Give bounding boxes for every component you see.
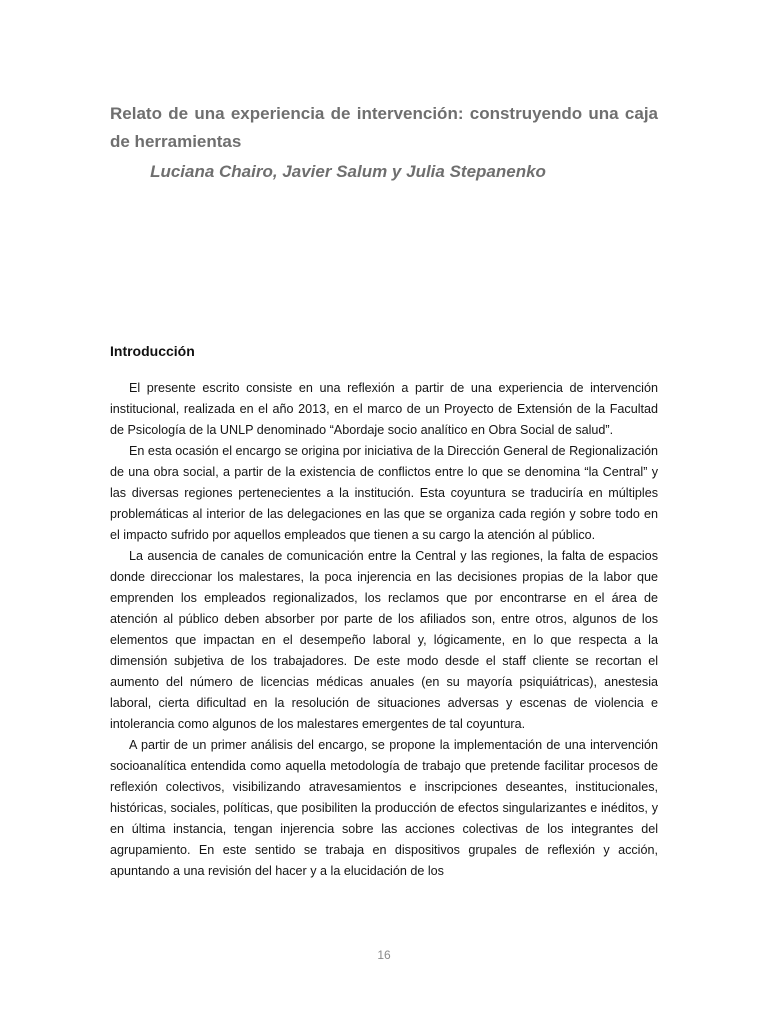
page-number: 16 xyxy=(377,948,391,962)
document-authors: Luciana Chairo, Javier Salum y Julia Stepanenko xyxy=(150,162,546,181)
document-title: Relato de una experiencia de intervención: construyendo una caja de herramientas xyxy=(110,104,658,151)
paragraph: El presente escrito consiste en una reflexión a partir de una experiencia de intervención institucional, realizada en el año 2013, en el marco de un Proyecto de Extensión de la Facultad de Psicología de la UNLP denominado “Abordaje socio analítico en Obra Social de salud”. xyxy=(110,381,658,437)
paragraph: La ausencia de canales de comunicación entre la Central y las regiones, la falta de espacios donde direccionar los malestares, la poca injerencia en las decisiones propias de la labor que emprenden los empleados regionalizados, los reclamos que por encontrarse en el área de atención al público deben absorber por parte de los afiliados son, entre otros, algunos de los elementos que impactan en el desempeño laboral y, lógicamente, en lo que respecta a la dimensión subjetiva de los trabajadores. De este modo desde el staff cliente se recortan el aumento del número de licencias médicas anuales (en su mayoría psiquiátricas), anestesia laboral, cierta dificultad en la resolución de situaciones adversas y escenas de violencia e intolerancia como algunos de los malestares emergentes de tal coyuntura. xyxy=(110,549,658,731)
body-text xyxy=(110,378,658,882)
paragraph: A partir de un primer análisis del encargo, se propone la implementación de una intervención socioanalítica entendida como aquella metodología de trabajo que pretende facilitar procesos de reflexión colectivos, visibilizando atravesamientos e inscripciones deseantes, institucionales, históricas, sociales, políticas, que posibiliten la producción de efectos singularizantes e inéditos, y en última instancia, tengan injerencia sobre las acciones colectivas de los integrantes del agrupamiento. En este sentido se trabaja en dispositivos grupales de reflexión y acción, apuntando a una revisión del hacer y a la elucidación de los xyxy=(110,738,658,878)
paragraph: En esta ocasión el encargo se origina por iniciativa de la Dirección General de Regionalización de una obra social, a partir de la existencia de conflictos entre lo que se denomina “la Central” y las diversas regiones pertenecientes a la institución. Esta coyuntura se traduciría en múltiples problemáticas al interior de las delegaciones en las que se organiza cada región y sobre todo en el impacto sufrido por aquellos empleados que tienen a su cargo la atención al público. xyxy=(110,444,658,542)
section-heading-introduccion: Introducción xyxy=(110,343,195,359)
